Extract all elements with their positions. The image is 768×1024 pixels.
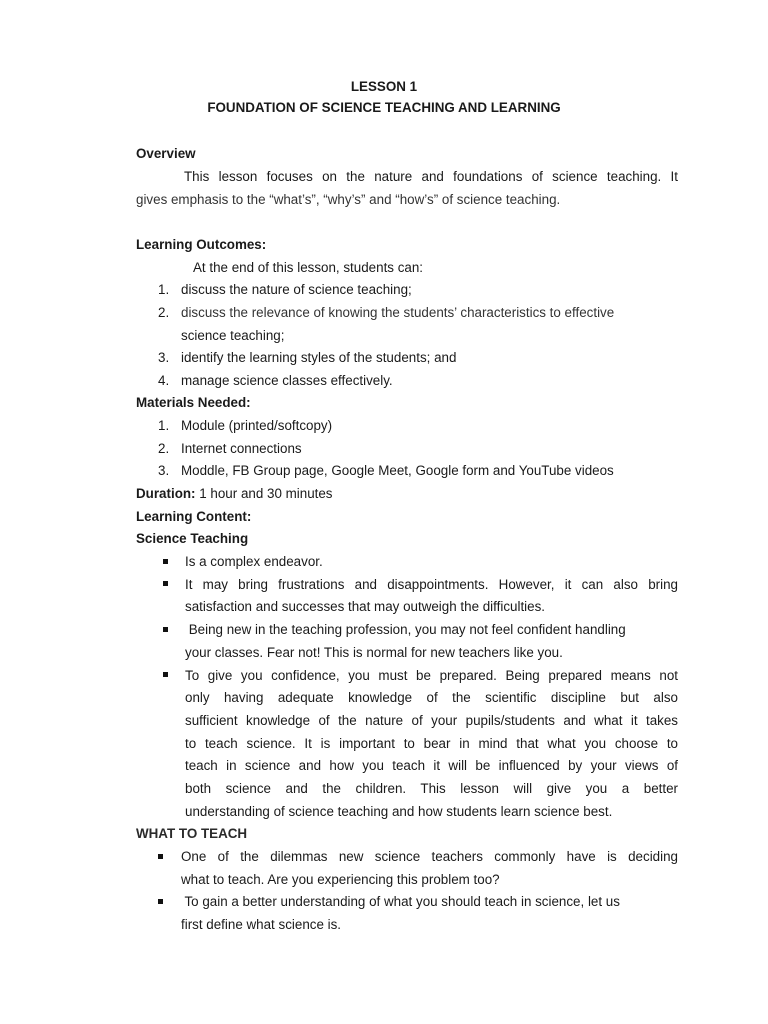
science-teaching-bullet-text-continued: understanding of science teaching and how students learn science best. <box>185 804 613 819</box>
bullet-icon <box>158 899 163 904</box>
what-to-teach-bullet-text-continued: first define what science is. <box>181 917 342 932</box>
learning-outcomes-intro: At the end of this lesson, students can: <box>193 260 424 275</box>
lesson-number: LESSON 1 <box>350 79 418 94</box>
duration-line <box>136 485 333 503</box>
outcome-number: 4. <box>158 373 170 388</box>
outcome-number: 1. <box>158 282 170 297</box>
materials-heading: Materials Needed: <box>136 395 251 410</box>
science-teaching-bullet-text-continued: teach in science and how you teach it will be influenced by your views of <box>185 758 678 773</box>
what-to-teach-bullet-text: One of the dilemmas new science teachers commonly have is deciding <box>181 849 678 864</box>
outcome-item-text: discuss the nature of science teaching; <box>181 282 412 297</box>
bullet-icon <box>163 672 168 677</box>
science-teaching-bullet-text: To give you confidence, you must be prepared. Being prepared means not <box>185 668 678 683</box>
bullet-icon <box>163 559 168 564</box>
duration-value: 1 hour and 30 minutes <box>199 486 333 501</box>
outcome-item-text: identify the learning styles of the students; and <box>181 350 457 365</box>
material-item-text: Moddle, FB Group page, Google Meet, Google form and YouTube videos <box>181 463 614 478</box>
what-to-teach-heading: WHAT TO TEACH <box>136 826 248 841</box>
bullet-icon <box>158 854 163 859</box>
duration-label: Duration: <box>136 486 196 501</box>
science-teaching-bullet-text: Being new in the teaching profession, you may not feel confident handling <box>185 622 626 637</box>
outcome-item-text: manage science classes effectively. <box>181 373 393 388</box>
overview-heading: Overview <box>136 146 196 161</box>
material-item-text: Module (printed/softcopy) <box>181 418 333 433</box>
science-teaching-bullet-text-continued: your classes. Fear not! This is normal for new teachers like you. <box>185 645 563 660</box>
overview-line-2: gives emphasis to the “what’s”, “why’s” and “how’s” of science teaching. <box>136 192 561 207</box>
material-number: 1. <box>158 418 170 433</box>
learning-outcomes-heading: Learning Outcomes: <box>136 237 267 252</box>
outcome-item-text-continued: science teaching; <box>181 328 285 343</box>
lesson-title: FOUNDATION OF SCIENCE TEACHING AND LEARNING <box>207 100 561 115</box>
science-teaching-bullet-text-continued: sufficient knowledge of the nature of your pupils/students and what it takes <box>185 713 678 728</box>
science-teaching-bullet-text-continued: to teach science. It is important to bear in mind that what you choose to <box>185 736 678 751</box>
material-number: 2. <box>158 441 170 456</box>
bullet-icon <box>163 627 168 632</box>
what-to-teach-bullet-text: To gain a better understanding of what you should teach in science, let us <box>181 894 620 909</box>
science-teaching-bullet-text-continued: only having adequate knowledge of the scientific discipline but also <box>185 690 678 705</box>
science-teaching-heading: Science Teaching <box>136 531 249 546</box>
learning-content-heading: Learning Content: <box>136 509 252 524</box>
what-to-teach-bullet-text-continued: what to teach. Are you experiencing this problem too? <box>181 872 500 887</box>
science-teaching-bullet-text-continued: satisfaction and successes that may outweigh the difficulties. <box>185 599 546 614</box>
material-item-text: Internet connections <box>181 441 302 456</box>
overview-line-1: This lesson focuses on the nature and foundations of science teaching. It <box>184 169 678 184</box>
outcome-item-text: discuss the relevance of knowing the students’ characteristics to effective <box>181 305 615 320</box>
outcome-number: 2. <box>158 305 170 320</box>
bullet-icon <box>163 581 168 586</box>
science-teaching-bullet-text-continued: both science and the children. This lesson will give you a better <box>185 781 678 796</box>
science-teaching-bullet-text: Is a complex endeavor. <box>185 554 323 569</box>
material-number: 3. <box>158 463 170 478</box>
outcome-number: 3. <box>158 350 170 365</box>
science-teaching-bullet-text: It may bring frustrations and disappointments. However, it can also bring <box>185 577 678 592</box>
